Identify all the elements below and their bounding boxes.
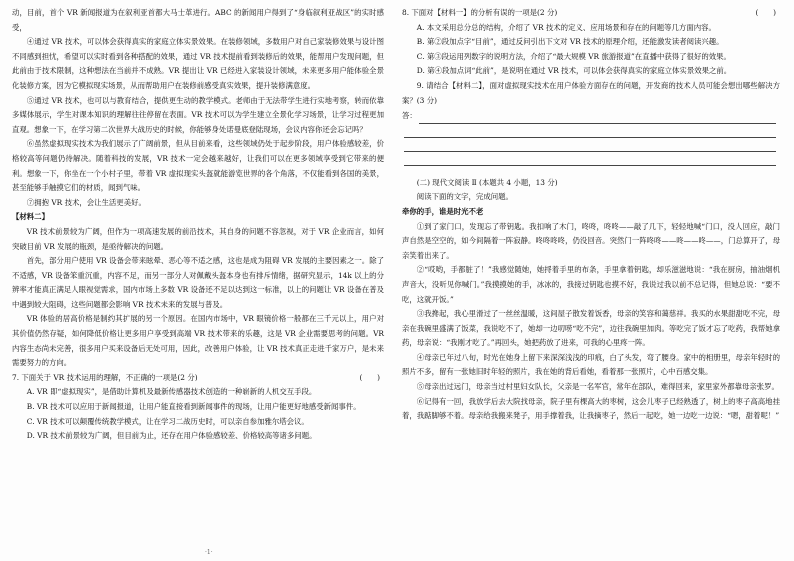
question-8 bbox=[402, 6, 780, 21]
paragraph-4: ④通过 VR 技术，可以体会获得真实的家庭立体实景效果。在装修领域，多数用户对自己家装修效果与设计图不同感到担忧，希望可以实时看到各种搭配的效果，通过 VR 技术提前看到装修后的效果，能帮用户发现问题，但此前由于技术限制，这种想法在当前并不成熟。VR 提出让 VR 已经进入家装设计领域，未来更多用户能体验全景化装修方案，因为它模拟现实场景，从而帮助用户在装修前感受真实效果，提升装修满意度。 bbox=[12, 37, 384, 90]
material2-paragraph: VR 技术前景较为广阔，但作为一项高速发展的前沿技术，其自身的问题不容忽视，对于 VR 企业而言，如何突破目前 VR 发展的瓶颈，是亟待解决的问题。 bbox=[12, 226, 384, 251]
option-c: C. VR 技术可以颠覆传统教学模式，让在学习二战历史时，可以亲自参加雅尔塔会议。 bbox=[26, 416, 309, 426]
question-8-stem: 8. 下面对【材料一】的分析有误的一项是(2 分) bbox=[402, 8, 558, 17]
question-7-stem: 7. 下面关于 VR 技术运用的理解，不正确的一项是(2 分) bbox=[12, 372, 198, 382]
option-b: B. VR 技术可以应用于新闻报道，让用户能直接看到新闻事件的现场，让用户能更好地感受新闻事件。 bbox=[26, 402, 361, 412]
answer-label: 答： bbox=[402, 111, 417, 121]
material2-paragraph: VR 体验的居高价格是制约其扩展的另一个原因。在国内市场中，VR 眼镜价格一般都在三千元以上，用户对其价值仍然存疑，如何降低价格让更多用户享受到高端 VR 技术带来的乐趣，这是 VR 企业需要思考的问题。VR 内容生态尚未完善，很多用户买来设备后无处可用，因此，改善用户体验，让 VR 技术真正走进千家万户，是未来需要努力的方向。 bbox=[12, 314, 384, 368]
material2-heading: 【材料二】 bbox=[12, 212, 49, 222]
paragraph-7: ⑦拥抱 VR 技术，会让生活更美好。 bbox=[26, 197, 146, 207]
answer-line-rule bbox=[419, 110, 776, 124]
option-a: A. 本文采用总分总的结构，介绍了 VR 技术的定义、应用场景和存在的问题等几方面内容。 bbox=[416, 22, 716, 32]
answer-line[interactable] bbox=[402, 109, 780, 124]
option-c: C. 第③段运用列数字的说明方法，介绍了“最大规模 VR 旅游报道”在直播中获得了很好的效果。 bbox=[416, 51, 731, 61]
answer-line[interactable] bbox=[404, 152, 776, 166]
answer-line[interactable] bbox=[404, 124, 776, 138]
section-heading: (二) 现代文阅读 Ⅱ (本题共 4 小题，13 分) bbox=[416, 177, 558, 187]
paragraph-5: ⑤通过 VR 技术，也可以与教育结合，提供更生动的教学模式。老师由于无法带学生进行实地考察，转而依靠多媒体展示，学生对课本知识的理解往往停留在表面。VR 技术可以为学生建立全景化学习场景，让学习过程更加直观。想象一下，在学习第二次世界大战历史的时候，你能够身处诺曼底登陆现场，会议内容你还会忘记吗？ bbox=[12, 95, 384, 134]
option-d: D. 第④段加点词“此前”，是说明在通过 VR 技术，可以体会获得真实的家庭立体实景效果之前。 bbox=[416, 66, 732, 76]
question-9-stem: 9. 请结合【材料二】，面对虚拟现实技术在用户体验方面存在的问题，开发商的技术人员可能会想出哪些解决方案？(3 分) bbox=[402, 80, 780, 105]
reading-instruction: 阅读下面的文字，完成问题。 bbox=[416, 192, 513, 202]
story-paragraph: ⑤母亲出过远门，母亲当过村里妇女队长，父亲是一名军官，常年在部队，难得回来，家里家外都靠母亲张罗。 bbox=[416, 382, 779, 392]
answer-paren: ( ) bbox=[359, 372, 380, 382]
paragraph-continued: 动，目前，首个 VR 新闻报道为在叙利亚首都大马士革进行。ABC 的新闻用户得到了“身临叙利亚战区”的实时感受， bbox=[12, 8, 384, 32]
option-b: B. 第②段加点字“目前”，通过反问引出下文对 VR 技术的原理介绍，还能激发读者阅读兴趣。 bbox=[416, 37, 724, 47]
story-paragraph: ④母亲已年过八旬，时光在她身上留下来深深浅浅的印痕，白了头发，弯了腰身。家中的相册里，母亲年轻时的照片不多，留有一张她旧时年轻的照片，我在她的背后看她，看着那一张照片，心中百感交集。 bbox=[402, 352, 780, 377]
page-mark: ·1· bbox=[205, 549, 213, 556]
story-title: 牵你的手，谁是时光不老 bbox=[402, 206, 484, 216]
option-a: A. VR 即“虚拟现实”，是借助计算机及最新传感器技术创造的一种崭新的人机交互手段。 bbox=[26, 387, 317, 397]
story-paragraph: ⑥记得有一回，我放学后去大院找母亲，院子里有棵高大的枣树，这会儿枣子已经熟透了，树上的枣子高高地挂着，我踮脚够不着。母亲给我搬来凳子，用手撑着我，让我摘枣子，然后一起吃，她一边吃一边说：“嗯，甜着呢！” bbox=[402, 396, 780, 421]
question-7 bbox=[12, 371, 384, 386]
answer-area[interactable] bbox=[402, 109, 780, 166]
material2-paragraph: 首先，部分用户使用 VR 设备会带来眩晕、恶心等不适之感，这也是成为阻碍 VR 发展的主要因素之一。除了不适感，VR 设备笨重沉重，内容不足，而另一部分人对佩戴头盔本身也有排斥情绪，据研究显示，14k 以上的分辨率才能真正满足人眼视觉需求，国内市场上多数 VR 设备还不足以达到这一标准，以上的问题让 VR 设备在普及中遇到较大阻碍，这些问题都会影响 VR 技术未来的发展与普及。 bbox=[12, 256, 384, 309]
right-column bbox=[402, 6, 780, 424]
paragraph-6: ⑥虽然虚拟现实技术为我们展示了广阔前景，但从目前来看，这些领域仍处于起步阶段，用户体验感较差，价格较高等问题仍待解决。随着科技的发展，VR 技术一定会越来越好，让我们可以在更多领域享受到它带来的便利。想象一下，你坐在一个小村子里，带着 VR 虚拟现实头盔就能游览世界的各个角落，不仅能看到各国的美景，甚至能够手触摸它们的材质，闻到气味。 bbox=[12, 139, 384, 193]
answer-line[interactable] bbox=[404, 138, 776, 152]
story-paragraph: ①到了家门口，发现忘了带钥匙。我扣响了木门，咚咚，咚咚——敲了几下，轻轻地喊“门口，没人回应，敲门声自然是空空的，如今间隔着一阵寂静。咚咚咚咚，仍没回音。突然门一阵咚咚——咚——咚——，门总算开了，母亲笑着出来了。 bbox=[402, 221, 780, 260]
left-column bbox=[12, 6, 384, 444]
option-d: D. VR 技术前景较为广阔，但目前为止，还存在用户体验感较差、价格较高等诸多问题。 bbox=[26, 431, 317, 441]
answer-paren: ( ) bbox=[755, 8, 776, 17]
story-paragraph: ②“哎哟，手都脏了！”我感觉随她，她捋着手里的布条，手里拿着钥匙，却乐滋滋地说：“我在厨房，抽油烟机声音大，没听见你喊门。”我摸摸她的手，冰冰的，我接过钥匙也摸不好，我说过我以前不总记得，但她总说：“要不吃，这就开饭。” bbox=[402, 265, 780, 304]
story-paragraph: ③我搀起，我心里滑过了一丝丝温暖，这间屋子散发着饭香，母亲的笑容和蔼慈祥。我买的水果甜甜吃不完，母亲在我碗里盛满了饭菜，我说吃不了，她却一边叨唠“吃不完”，边往我碗里加肉。等吃完了饭才忘了吃药，我帮她拿药，母亲说：“我刚才吃了。”再回头，她把药放了进来，可我的心里疼一阵。 bbox=[402, 309, 780, 348]
